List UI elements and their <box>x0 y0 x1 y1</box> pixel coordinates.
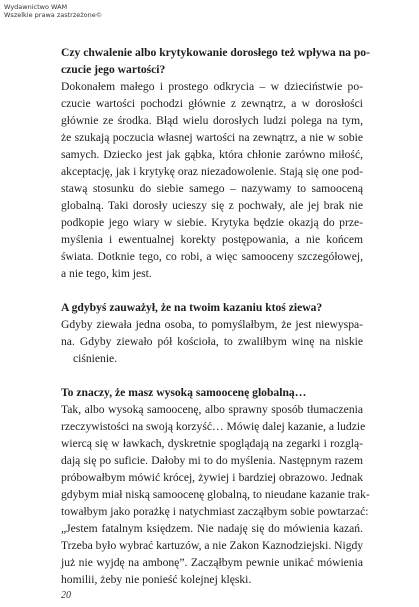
section-gap <box>61 282 363 299</box>
answer-line: towałbym jako porażkę i natychmiast zacząłbym sobie powtarzać: <box>61 505 369 518</box>
answer-line: myślenia i ewentualnej korekty postępowania, a nie końcem <box>61 233 363 246</box>
answer-line: gdybym miał niską samoocenę globalną, to nieudane kazanie trak- <box>61 488 370 501</box>
question-line: A gdybyś zauważył, że na twoim kazaniu ktoś ziewa? <box>61 301 323 314</box>
answer-line: samych. Dziecko jest jak gąbka, która chłonie zarówno miłość, <box>61 148 363 161</box>
answer-line: że szukają poczucia własnej wartości na zewnątrz, a nie w sobie <box>61 131 363 144</box>
section-gap <box>61 367 363 384</box>
question-line: czucie jego wartości? <box>61 63 166 76</box>
answer-line: homilii, żeby nie ponieść kolejnej klęski. <box>61 573 252 586</box>
publisher-name: Wydawnictwo WAM <box>4 3 68 11</box>
answer-line: próbowałbym mówić krócej, żywiej i bardziej obrazowo. Jednak <box>61 471 363 484</box>
answer-line: stawą stosunku do siebie samego – nazywamy to samooceną <box>61 182 363 195</box>
answer-line: „Jestem fatalnym księdzem. Nie nadaję się do mówienia kazań. <box>61 522 363 535</box>
page-header <box>4 3 102 19</box>
answer-line: świata. Dotknie tego, co robi, a więc samooceny szczegółowej, <box>61 250 363 263</box>
answer-line: dają się po suficie. Dałoby mi to do myślenia. Następnym razem <box>61 454 363 467</box>
answer-line: podkopie jego wiary w siebie. Krytyka będzie okazją do prze- <box>61 216 363 229</box>
answer-line: Tak, albo wysoką samoocenę, albo sprawny sposób tłumaczenia <box>61 403 363 416</box>
answer-line: Dokonałem małego i prostego odkrycia – w dzieciństwie po- <box>61 80 363 93</box>
qa-section <box>61 44 370 282</box>
interview-text <box>61 44 370 588</box>
answer-line: już nie wyjdę na ambonę”. Zacząłbym pewnie unikać mówienia <box>61 556 363 569</box>
answer-line: a nie tego, kim jest. <box>61 267 152 280</box>
answer-line: wiercą się w ławkach, dyskretnie spoglądają na zegarki i rozglą- <box>61 437 363 450</box>
answer-line: akceptację, jak i krytykę oraz niezadowolenie. Stają się one pod- <box>61 165 363 178</box>
answer-line: czucie wartości pochodzi głównie z zewnątrz, a w dorosłości <box>61 97 363 110</box>
answer-line: Trzeba było wybrać kartuzów, a nie Zakon Kaznodziejski. Nigdy <box>61 539 364 552</box>
qa-section <box>61 384 370 588</box>
answer-line: globalną. Taki dorosły ucieszy się z pochwały, ale jej brak nie <box>61 199 363 212</box>
answer-line: na. Gdyby ziewało pół kościoła, to zwaliłbym winę na niskie <box>61 335 363 348</box>
answer-line: rzeczywistości na swoją korzyść… Mówię dalej kazanie, a ludzie <box>61 420 366 433</box>
answer-line: głównie ze środka. Błąd wielu dorosłych ludzi polega na tym, <box>61 114 363 127</box>
answer-line: ciśnienie. <box>73 352 118 365</box>
qa-section <box>61 299 363 367</box>
question-line: To znaczy, że masz wysoką samoocenę globalną… <box>61 386 307 399</box>
answer-line: Gdyby ziewała jedna osoba, to pomyślałbym, że jest niewyspa- <box>61 318 363 331</box>
copyright-notice: Wszelkie prawa zastrzeżone© <box>4 11 103 19</box>
page-number: 20 <box>61 590 71 601</box>
question-line: Czy chwalenie albo krytykowanie dorosłego też wpływa na po- <box>61 46 370 59</box>
